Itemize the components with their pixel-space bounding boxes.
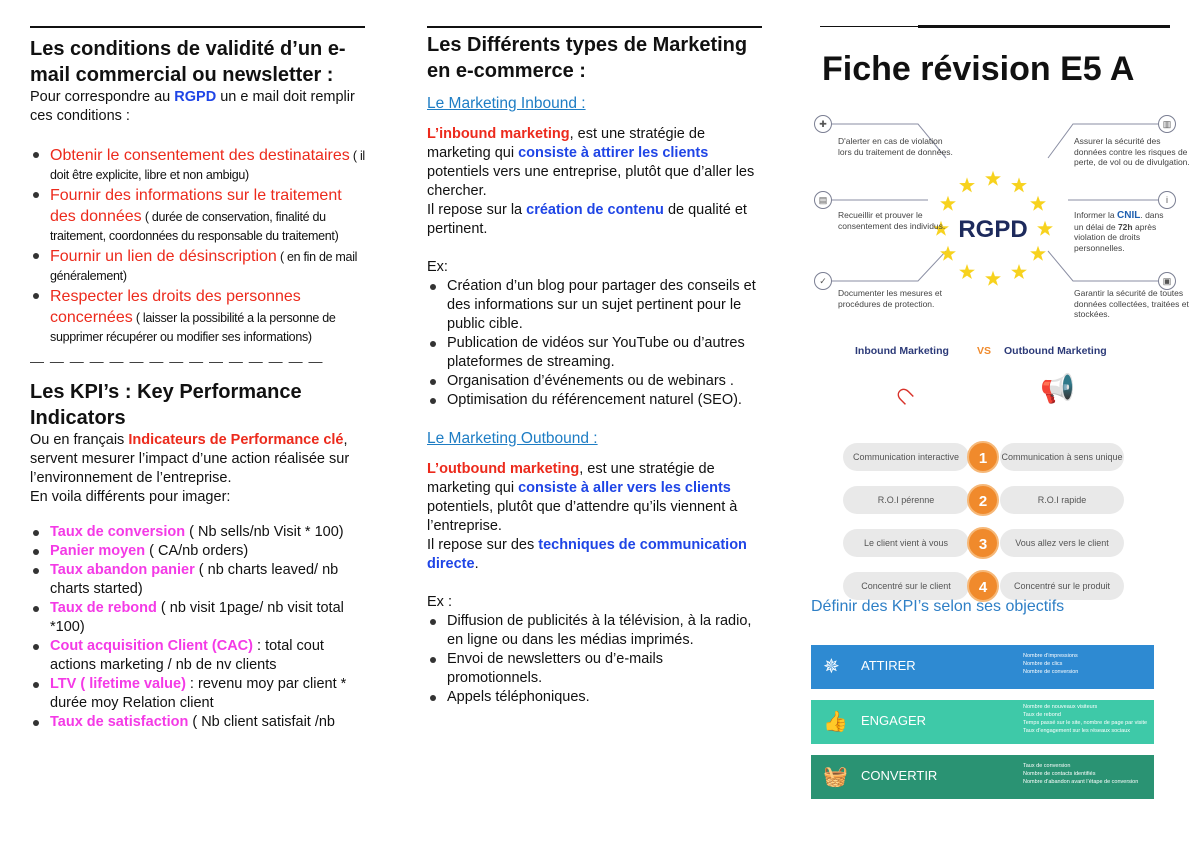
list-item (30, 185, 365, 246)
outbound-trait: Vous allez vers le client (1000, 529, 1124, 557)
row-number: 4 (967, 570, 999, 602)
text: potentiels, plutôt que d’attendre qu’ils viennent à l’entreprise. (427, 499, 738, 534)
document-icon: ▤ (814, 191, 832, 209)
outbound-heading: Le Marketing Outbound : (427, 430, 598, 447)
inbound-label: Inbound Marketing (855, 345, 949, 357)
list-item (427, 372, 762, 391)
text: : total cout actions marketing / nb de nv clients (50, 638, 324, 673)
inbound-heading: Le Marketing Inbound : (427, 95, 586, 112)
list-item (30, 561, 365, 599)
kpi-detail: Taux de conversion (1023, 763, 1071, 769)
thumbs-up-icon: 👍 (823, 711, 848, 733)
lock-icon: ▣ (1158, 272, 1176, 290)
text: de qualité et pertinent. (427, 202, 747, 237)
list-item (30, 145, 365, 185)
kpi-objectives-heading: Définir des KPI’s selon ses objectifs (811, 598, 1065, 615)
kpi-intro (30, 431, 365, 488)
rgpd-item-cnil (1074, 210, 1174, 253)
list-item (30, 286, 365, 347)
magnet-icon: ∩ (884, 375, 921, 412)
inbound-trait: R.O.I pérenne (843, 486, 969, 514)
inbound-vs-outbound (808, 342, 1183, 596)
text: Publication de vidéos sur YouTube ou d’autres plateformes de streaming. (447, 335, 745, 370)
rgpd-item: Documenter les mesures et procédures de protection. (838, 288, 942, 309)
example-label: Ex : (427, 594, 452, 610)
text: Diffusion de publicités à la télévision, à la radio, en ligne ou dans les médias imprimés. (447, 613, 752, 648)
text: Création d’un blog pour partager des conseils et des informations sur un sujet pertinent pour le public cible. (447, 278, 756, 332)
list-item (427, 277, 762, 334)
star-icon (959, 177, 975, 192)
text: Optimisation du référencement naturel (SEO). (447, 392, 742, 408)
highlight-text: Respecter les droits des personnes concernées (50, 288, 301, 326)
inbound-examples (427, 277, 762, 410)
kpi-intro-2: En voila différents pour imager: (30, 489, 231, 505)
star-icon (985, 171, 1001, 186)
rgpd-item: Garantir la sécurité de toutes données collectées, traitées et stockées. (1074, 288, 1189, 319)
kpi-detail: Nombre de contacts identifiés (1023, 771, 1096, 777)
kpi-bar-convertir (811, 755, 1154, 799)
divider (427, 26, 762, 28)
row-number: 3 (967, 527, 999, 559)
star-icon (940, 196, 956, 211)
example-label: Ex: (427, 259, 448, 275)
inbound-definition-2 (427, 201, 762, 239)
text: . dans un délai de (1074, 210, 1164, 232)
list-item (30, 675, 365, 713)
page-title: Fiche révision E5 A (822, 50, 1135, 88)
marketing-types-title: Les Différents types de Marketing en e-commerce : (427, 34, 748, 82)
server-icon: ▥ (1158, 115, 1176, 133)
text: ( CA/nb orders) (145, 543, 249, 559)
list-item (30, 713, 365, 732)
text: : revenu moy par client * durée moy Relation client (50, 676, 347, 711)
delay: 72h (1117, 221, 1133, 232)
star-icon (959, 264, 975, 279)
highlight-text: L’inbound marketing (427, 126, 570, 142)
vs-label: VS (977, 345, 992, 357)
list-item (30, 542, 365, 561)
kpi-bar-label: CONVERTIR (861, 768, 938, 783)
inbound-trait: Concentré sur le client (843, 572, 969, 600)
star-icon (1011, 264, 1027, 279)
text: Il repose sur des (427, 537, 539, 553)
text: Pour correspondre au (30, 89, 175, 105)
text: un e mail doit remplir ces conditions : (30, 89, 355, 124)
outbound-definition (427, 460, 762, 536)
kpi-name: Taux de conversion (50, 524, 186, 540)
star-icon (940, 246, 956, 261)
text: , est une stratégie de marketing qui (427, 126, 706, 161)
text: , servent mesurer l’impact d’une action réalisée sur l’environnement de l’entreprise. (30, 432, 350, 486)
text: Envoi de newsletters ou d’e-mails promotionnels. (447, 651, 663, 686)
highlight-text: Indicateurs de Performance clé (128, 432, 344, 448)
kpi-title: Les KPI’s : Key Performance Indicators (30, 381, 302, 429)
highlight-text: L’outbound marketing (427, 461, 580, 477)
text: Il repose sur la (427, 202, 527, 218)
kpi-name: Taux de rebond (50, 600, 157, 616)
kpi-detail: Taux d’engagement sur les réseaux sociaux (1023, 728, 1131, 734)
row-number: 2 (967, 484, 999, 516)
kpi-name: Cout acquisition Client (CAC) (50, 638, 253, 654)
outbound-trait: Concentré sur le produit (1000, 572, 1124, 600)
spider-web-icon: ✵ (823, 656, 840, 678)
text: ( Nb client satisfait /nb (188, 714, 335, 730)
highlight-text: techniques de communication directe (427, 537, 747, 572)
left-column (30, 26, 365, 732)
text: . (474, 556, 479, 572)
list-item (30, 246, 365, 286)
outbound-label: Outbound Marketing (1004, 345, 1107, 357)
rgpd-item: Assurer la sécurité des données contre les risques de perte, de vol ou de divulgation. (1074, 136, 1190, 167)
kpi-detail: Nombre d’abandon avant l’étape de conversion (1023, 779, 1139, 785)
list-item (427, 612, 762, 650)
highlight-text: consiste à aller vers les clients (518, 480, 731, 496)
list-item (30, 523, 365, 542)
inbound-trait: Le client vient à vous (843, 529, 969, 557)
dashed-separator: — — — — — — — — — — — — — — — (30, 353, 324, 369)
highlight-text: ( durée de conservation, finalité du traitement, coordonnées du responsable du traitement) (50, 210, 339, 243)
shield-alert-icon: ✚ (814, 115, 832, 133)
rgpd-item: D'alerter en cas de violation lors du traitement de données. (838, 136, 953, 157)
kpi-bar-label: ATTIRER (861, 658, 916, 673)
kpi-detail: Taux de rebond (1023, 712, 1061, 718)
megaphone-icon: 📢 (1040, 373, 1075, 404)
inbound-trait: Communication interactive (843, 443, 969, 471)
kpi-detail: Temps passé sur le site, nombre de page par visite (1023, 720, 1148, 726)
text: après violation de droits personnelles. (1074, 221, 1157, 253)
shield-check-icon: ✓ (814, 272, 832, 290)
highlight-text: Fournir un lien de désinscription (50, 248, 277, 265)
inbound-definition (427, 125, 762, 201)
list-item (427, 334, 762, 372)
row-number: 1 (967, 441, 999, 473)
kpi-detail: Nombre de clics (1023, 661, 1063, 667)
star-icon (985, 271, 1001, 286)
kpi-name: LTV ( lifetime value) (50, 676, 186, 692)
highlight-text: ( laisser la possibilité a la personne de supprimer récupérer ou modifier ses informations) (50, 311, 336, 344)
right-column (808, 26, 1190, 826)
rgpd-infographic (808, 118, 1190, 323)
text: Ou en français (30, 432, 129, 448)
outbound-trait: R.O.I rapide (1000, 486, 1124, 514)
rgpd-intro (30, 88, 365, 126)
highlight-text: RGPD (174, 89, 217, 105)
kpi-bar-attirer (811, 645, 1154, 689)
cnil: CNIL (1117, 210, 1141, 221)
kpi-detail: Nombre de conversion (1023, 669, 1079, 675)
divider (30, 26, 365, 28)
text: , est une stratégie de marketing qui (427, 461, 715, 496)
star-icon (1037, 221, 1053, 236)
kpi-name: Taux de satisfaction (50, 714, 189, 730)
kpi-detail: Nombre de nouveaux visiteurs (1023, 704, 1098, 710)
text: ( nb visit 1page/ nb visit total *100) (50, 600, 344, 635)
kpi-bar-label: ENGAGER (861, 713, 927, 728)
star-icon (1030, 246, 1046, 261)
star-icon (1011, 177, 1027, 192)
highlight-text: consiste à attirer les clients (518, 145, 709, 161)
divider (918, 25, 1170, 28)
star-icon (1030, 196, 1046, 211)
rgpd-item: Recueillir et prouver le consentement des individus. (838, 210, 946, 231)
highlight-text: ( en fin de mail généralement) (50, 250, 358, 283)
text: ( nb charts leaved/ nb charts started) (50, 562, 339, 597)
list-item (30, 599, 365, 637)
email-validity-title: Les conditions de validité d’un e-mail commercial ou newsletter : (30, 38, 346, 86)
conditions-list (30, 145, 365, 347)
list-item (30, 637, 365, 675)
list-item (427, 688, 762, 707)
info-icon: i (1158, 191, 1176, 209)
kpi-name: Taux abandon panier (50, 562, 195, 578)
text: Appels téléphoniques. (447, 689, 590, 705)
kpi-detail: Nombre d’impressions (1023, 653, 1078, 659)
kpi-list (30, 523, 365, 732)
kpi-name: Panier moyen (50, 543, 146, 559)
highlight-text: création de contenu (526, 202, 664, 218)
list-item (427, 650, 762, 688)
highlight-text: Fournir des informations sur le traitement des données (50, 187, 342, 225)
outbound-examples (427, 612, 762, 707)
text: potentiels vers une entreprise, plutôt que d’aller les chercher. (427, 164, 755, 199)
list-item (427, 391, 762, 410)
basket-icon: 🧺 (823, 766, 848, 788)
kpi-bar-engager (811, 700, 1154, 744)
highlight-text: ( il doit être explicite, libre et non ambigu) (50, 149, 365, 182)
rgpd-center-label: RGPD (958, 216, 1028, 243)
text: Informer la (1074, 210, 1117, 220)
text: Organisation d’événements ou de webinars . (447, 373, 734, 389)
text: ( Nb sells/nb Visit * 100) (185, 524, 344, 540)
highlight-text: Obtenir le consentement des destinataires (50, 147, 350, 164)
outbound-trait: Communication à sens unique (1000, 443, 1124, 471)
outbound-definition-2 (427, 536, 762, 574)
middle-column (427, 26, 762, 707)
